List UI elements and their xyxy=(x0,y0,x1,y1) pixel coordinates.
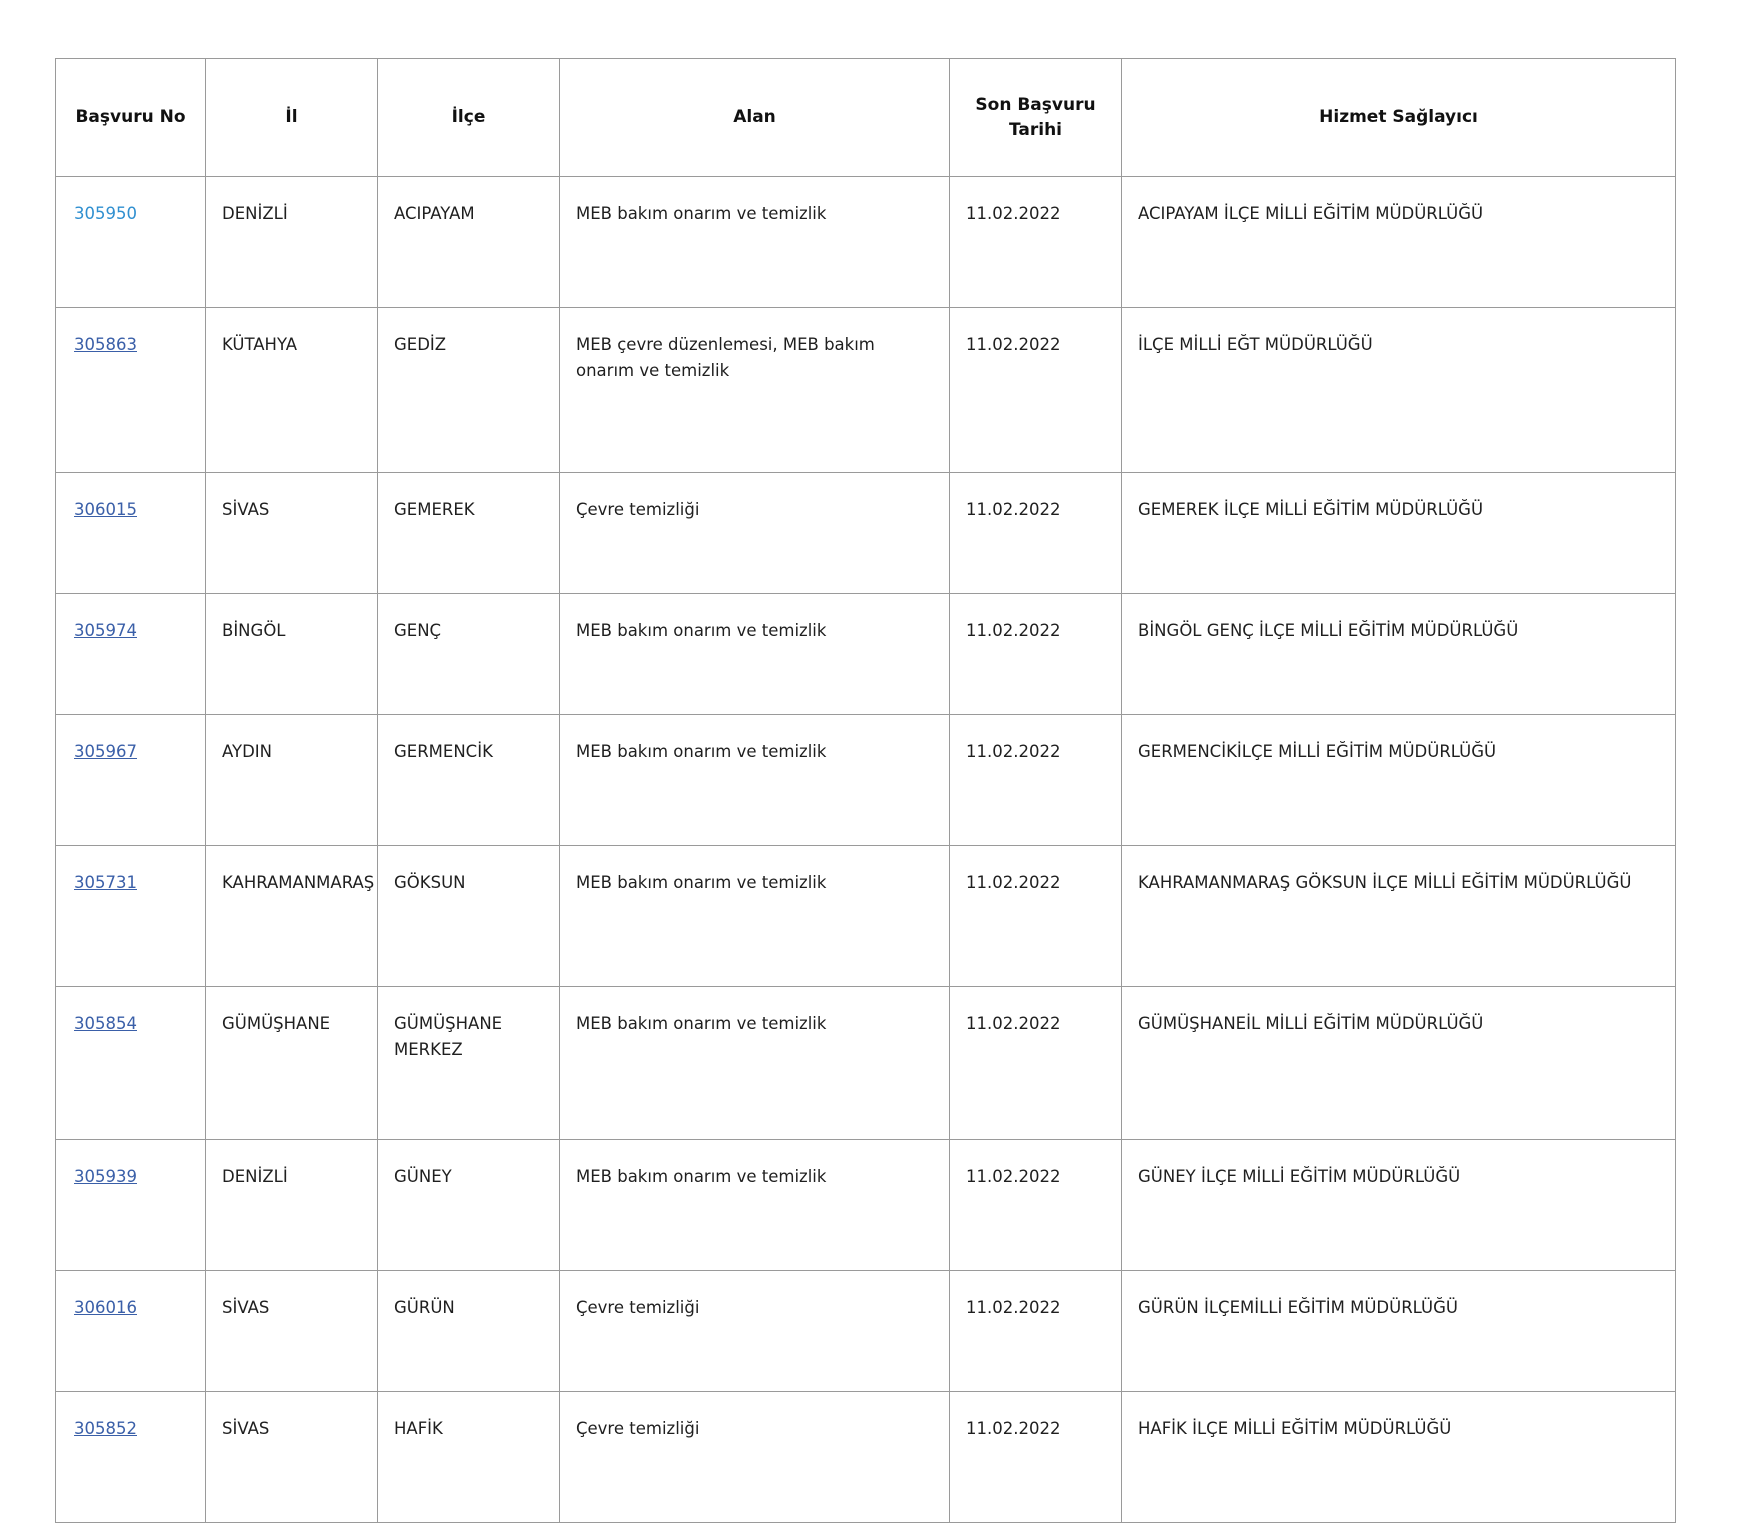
cell-hizmet-saglayici: İLÇE MİLLİ EĞT MÜDÜRLÜĞÜ xyxy=(1122,308,1676,473)
cell-hizmet-saglayici: GÜRÜN İLÇEMİLLİ EĞİTİM MÜDÜRLÜĞÜ xyxy=(1122,1271,1676,1392)
cell-ilce: GÖKSUN xyxy=(378,846,560,987)
table-row xyxy=(56,846,1676,987)
cell-ilce: ACIPAYAM xyxy=(378,177,560,308)
table-row xyxy=(56,308,1676,473)
cell-il: SİVAS xyxy=(206,1392,378,1523)
table-row xyxy=(56,1271,1676,1392)
cell-basvuru-no xyxy=(56,1392,206,1523)
cell-son-basvuru-tarihi: 11.02.2022 xyxy=(950,1392,1122,1523)
cell-alan: MEB bakım onarım ve temizlik xyxy=(560,594,950,715)
cell-il: DENİZLİ xyxy=(206,1140,378,1271)
cell-alan: MEB bakım onarım ve temizlik xyxy=(560,1140,950,1271)
table-row xyxy=(56,177,1676,308)
cell-hizmet-saglayici: ACIPAYAM İLÇE MİLLİ EĞİTİM MÜDÜRLÜĞÜ xyxy=(1122,177,1676,308)
column-header-il: İl xyxy=(206,59,378,177)
cell-ilce: GERMENCİK xyxy=(378,715,560,846)
cell-alan: Çevre temizliği xyxy=(560,1271,950,1392)
application-number-link[interactable]: 306015 xyxy=(74,500,137,519)
cell-il: DENİZLİ xyxy=(206,177,378,308)
cell-son-basvuru-tarihi: 11.02.2022 xyxy=(950,987,1122,1140)
column-header-basvuru-no: Başvuru No xyxy=(56,59,206,177)
application-number-link[interactable]: 305854 xyxy=(74,1014,137,1033)
column-header-son-basvuru-tarihi: Son Başvuru Tarihi xyxy=(950,59,1122,177)
cell-son-basvuru-tarihi: 11.02.2022 xyxy=(950,846,1122,987)
cell-son-basvuru-tarihi: 11.02.2022 xyxy=(950,1271,1122,1392)
cell-ilce: GÜMÜŞHANE MERKEZ xyxy=(378,987,560,1140)
application-number-link[interactable]: 305863 xyxy=(74,335,137,354)
cell-alan: Çevre temizliği xyxy=(560,1392,950,1523)
cell-son-basvuru-tarihi: 11.02.2022 xyxy=(950,177,1122,308)
column-header-hizmet-saglayici: Hizmet Sağlayıcı xyxy=(1122,59,1676,177)
cell-ilce: HAFİK xyxy=(378,1392,560,1523)
table-header xyxy=(56,59,1676,177)
cell-alan: MEB bakım onarım ve temizlik xyxy=(560,846,950,987)
cell-ilce: GEDİZ xyxy=(378,308,560,473)
table-header-row xyxy=(56,59,1676,177)
cell-basvuru-no xyxy=(56,1140,206,1271)
cell-il: AYDIN xyxy=(206,715,378,846)
cell-basvuru-no xyxy=(56,715,206,846)
table-row xyxy=(56,473,1676,594)
cell-alan: MEB bakım onarım ve temizlik xyxy=(560,177,950,308)
cell-alan: MEB bakım onarım ve temizlik xyxy=(560,715,950,846)
cell-ilce: GÜRÜN xyxy=(378,1271,560,1392)
cell-il: GÜMÜŞHANE xyxy=(206,987,378,1140)
cell-basvuru-no xyxy=(56,594,206,715)
cell-alan: MEB bakım onarım ve temizlik xyxy=(560,987,950,1140)
cell-basvuru-no xyxy=(56,308,206,473)
cell-hizmet-saglayici: GÜMÜŞHANEİL MİLLİ EĞİTİM MÜDÜRLÜĞÜ xyxy=(1122,987,1676,1140)
table-row xyxy=(56,1140,1676,1271)
cell-basvuru-no xyxy=(56,473,206,594)
cell-basvuru-no xyxy=(56,1271,206,1392)
cell-alan: Çevre temizliği xyxy=(560,473,950,594)
application-number-link[interactable]: 305950 xyxy=(74,204,137,223)
cell-hizmet-saglayici: BİNGÖL GENÇ İLÇE MİLLİ EĞİTİM MÜDÜRLÜĞÜ xyxy=(1122,594,1676,715)
cell-ilce: GEMEREK xyxy=(378,473,560,594)
application-number-link[interactable]: 306016 xyxy=(74,1298,137,1317)
cell-basvuru-no xyxy=(56,846,206,987)
cell-hizmet-saglayici: HAFİK İLÇE MİLLİ EĞİTİM MÜDÜRLÜĞÜ xyxy=(1122,1392,1676,1523)
application-number-link[interactable]: 305939 xyxy=(74,1167,137,1186)
cell-basvuru-no xyxy=(56,177,206,308)
cell-son-basvuru-tarihi: 11.02.2022 xyxy=(950,1140,1122,1271)
cell-il: BİNGÖL xyxy=(206,594,378,715)
cell-son-basvuru-tarihi: 11.02.2022 xyxy=(950,594,1122,715)
cell-basvuru-no xyxy=(56,987,206,1140)
cell-hizmet-saglayici: KAHRAMANMARAŞ GÖKSUN İLÇE MİLLİ EĞİTİM MÜDÜRLÜĞÜ xyxy=(1122,846,1676,987)
application-number-link[interactable]: 305967 xyxy=(74,742,137,761)
cell-ilce: GENÇ xyxy=(378,594,560,715)
cell-il: SİVAS xyxy=(206,473,378,594)
cell-il: SİVAS xyxy=(206,1271,378,1392)
cell-hizmet-saglayici: GERMENCİKİLÇE MİLLİ EĞİTİM MÜDÜRLÜĞÜ xyxy=(1122,715,1676,846)
applications-table xyxy=(55,58,1676,1523)
column-header-alan: Alan xyxy=(560,59,950,177)
cell-hizmet-saglayici: GEMEREK İLÇE MİLLİ EĞİTİM MÜDÜRLÜĞÜ xyxy=(1122,473,1676,594)
cell-son-basvuru-tarihi: 11.02.2022 xyxy=(950,473,1122,594)
cell-hizmet-saglayici: GÜNEY İLÇE MİLLİ EĞİTİM MÜDÜRLÜĞÜ xyxy=(1122,1140,1676,1271)
table-row xyxy=(56,594,1676,715)
application-number-link[interactable]: 305974 xyxy=(74,621,137,640)
cell-ilce: GÜNEY xyxy=(378,1140,560,1271)
application-number-link[interactable]: 305731 xyxy=(74,873,137,892)
table-row xyxy=(56,1392,1676,1523)
cell-alan: MEB çevre düzenlemesi, MEB bakım onarım ve temizlik xyxy=(560,308,950,473)
cell-il: KAHRAMANMARAŞ xyxy=(206,846,378,987)
cell-son-basvuru-tarihi: 11.02.2022 xyxy=(950,308,1122,473)
table-row xyxy=(56,987,1676,1140)
application-number-link[interactable]: 305852 xyxy=(74,1419,137,1438)
column-header-ilce: İlçe xyxy=(378,59,560,177)
cell-il: KÜTAHYA xyxy=(206,308,378,473)
table-row xyxy=(56,715,1676,846)
table-body xyxy=(56,177,1676,1523)
cell-son-basvuru-tarihi: 11.02.2022 xyxy=(950,715,1122,846)
